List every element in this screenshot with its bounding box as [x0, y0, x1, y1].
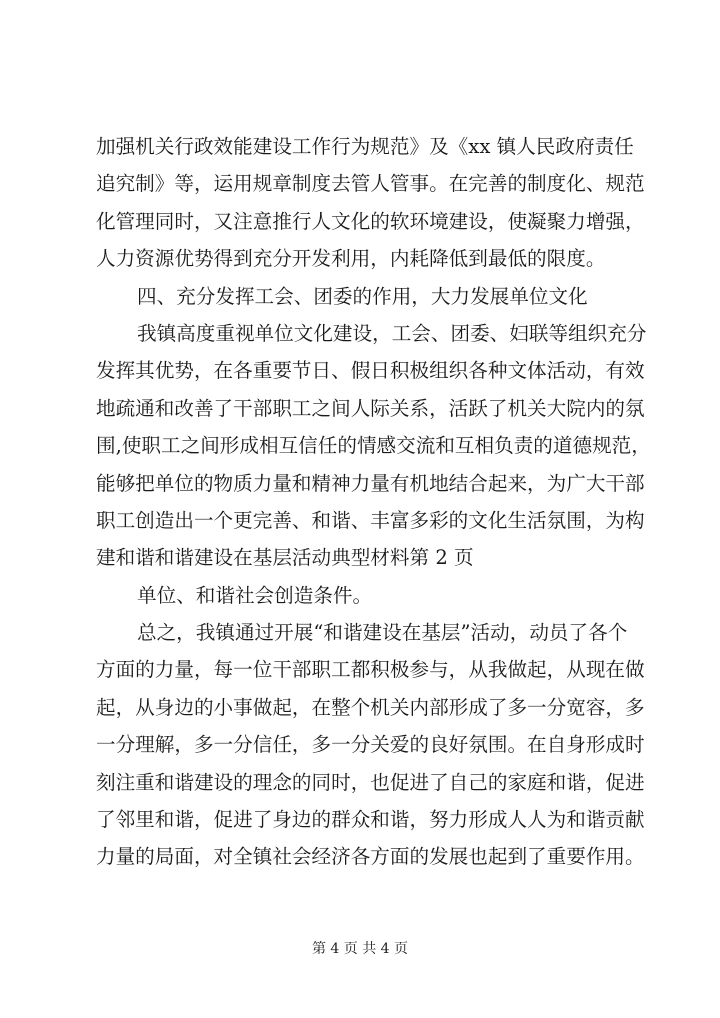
text-line: 力量的局面，对全镇社会经济各方面的发展也起到了重要作用。: [96, 845, 645, 869]
page-number-footer: 第 4 页 共 4 页: [311, 941, 409, 957]
text-line: 单位、和谐社会创造条件。: [137, 583, 373, 607]
text-line: 刻注重和谐建设的理念的同时，也促进了自己的家庭和谐，促进: [96, 770, 645, 794]
text-line: 总之，我镇通过开展“和谐建设在基层”活动，动员了各个: [137, 621, 628, 645]
text-line: 职工创造出一个更完善、和谐、丰富多彩的文化生活氛围，为构: [96, 508, 645, 532]
text-line: 围,使职工之间形成相互信任的情感交流和互相负责的道德规范，: [96, 434, 651, 458]
text-line: 追究制》等，运用规章制度去管人管事。在完善的制度化、规范: [96, 172, 645, 196]
text-line: 一分理解，多一分信任，多一分关爱的良好氛围。在自身形成时: [96, 733, 645, 757]
text-line: 我镇高度重视单位文化建设，工会、团委、妇联等组织充分: [137, 321, 647, 345]
section-heading: 四、充分发挥工会、团委的作用，大力发展单位文化: [137, 284, 588, 308]
text-line: 发挥其优势，在各重要节日、假日积极组织各种文体活动，有效: [96, 359, 645, 383]
text-line: 地疏通和改善了干部职工之间人际关系，活跃了机关大院内的氛: [96, 396, 645, 420]
text-line: 人力资源优势得到充分开发利用，内耗降低到最低的限度。: [96, 247, 606, 271]
text-line: 能够把单位的物质力量和精神力量有机地结合起来，为广大干部: [96, 471, 645, 495]
text-line: 加强机关行政效能建设工作行为规范》及《xx 镇人民政府责任: [96, 135, 634, 158]
body-text: [96, 128, 656, 876]
text-line: 了邻里和谐，促进了身边的群众和谐，努力形成人人为和谐贡献: [96, 808, 645, 832]
text-line: 起，从身边的小事做起，在整个机关内部形成了多一分宽容，多: [96, 695, 645, 719]
text-line: 方面的力量，每一位干部职工都积极参与，从我做起，从现在做: [96, 658, 645, 682]
text-line: 化管理同时，又注意推行人文化的软环境建设，使凝聚力增强，: [96, 209, 645, 233]
text-line: 建和谐和谐建设在基层活动典型材料第 2 页: [96, 546, 474, 570]
